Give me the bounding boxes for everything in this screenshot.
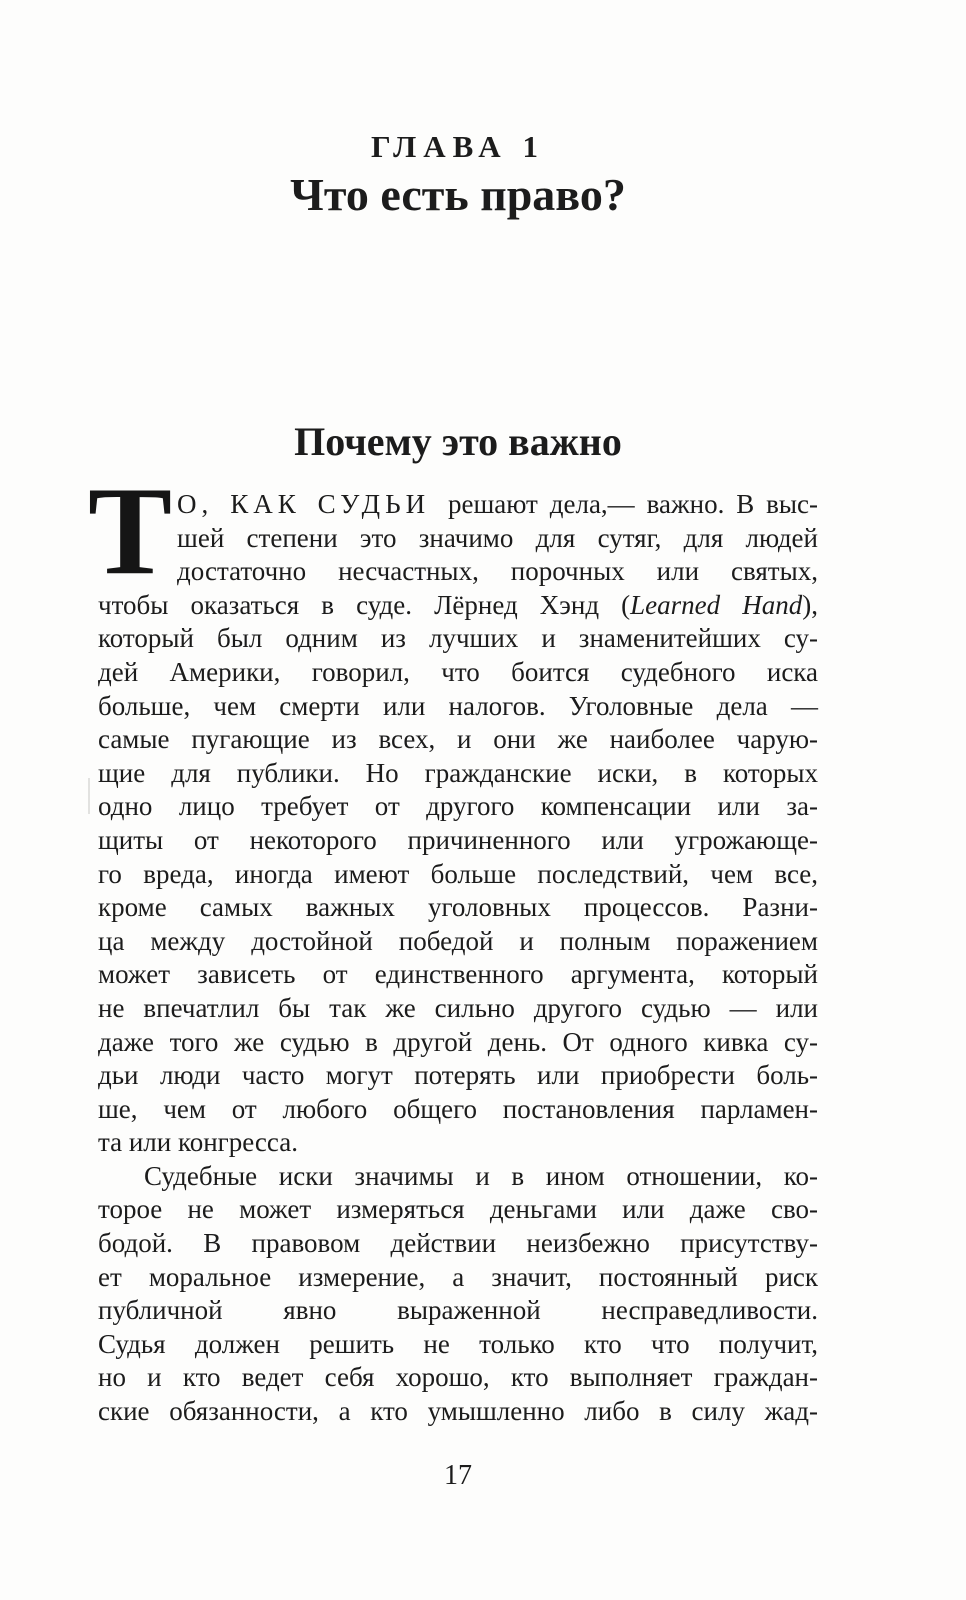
paragraph-second: [98, 1160, 818, 1429]
text-line: бодой. В правовом действии неизбежно присутству-: [98, 1228, 818, 1259]
latin-name-italic: Learned Hand: [630, 589, 803, 620]
line-text: решают дела,— важно. В выс-: [447, 489, 818, 519]
dropcap-letter: Т: [88, 462, 173, 601]
text-line: та или конгресса.: [98, 1127, 298, 1158]
text-line: не впечатлил бы так же сильно другого судью — или: [98, 992, 818, 1023]
text-line: ские обязанности, а кто умышленно либо в силу жад-: [98, 1396, 818, 1427]
section-heading: Почему это важно: [294, 419, 622, 464]
text-line: дей Америки, говорил, что боится судебного иска: [98, 656, 818, 687]
text-line: может зависеть от единственного аргумента, который: [98, 959, 818, 990]
text-line: ца между достойной победой и полным поражением: [98, 925, 818, 956]
text-line: Судья должен решить не только кто что получит,: [98, 1328, 818, 1359]
text-line: даже того же судью в другой день. От одного кивка су-: [98, 1026, 818, 1057]
page-number: 17: [444, 1459, 472, 1491]
text-line: который был одним из лучших и знаменитейших су-: [98, 623, 818, 654]
page-content: [88, 129, 818, 1492]
text-line: Судебные иски значимы и в ином отношении, ко-: [144, 1160, 818, 1191]
text-line: шей степени это значимо для сутяг, для людей: [177, 522, 818, 553]
text-line: торое не может измеряться деньгами или даже сво-: [98, 1194, 818, 1225]
line-text: ),: [802, 589, 818, 620]
body-text: [88, 462, 818, 1429]
chapter-label: ГЛАВА 1: [371, 129, 545, 164]
text-line: но и кто ведет себя хорошо, кто выполняет граждан-: [98, 1362, 818, 1393]
paragraph-first: [88, 462, 818, 1160]
text-line: щиты от некоторого причиненного или угрожающе-: [98, 824, 818, 855]
text-line: публичной явно выраженной несправедливости.: [98, 1295, 818, 1326]
chapter-title: Что есть право?: [290, 169, 626, 220]
text-line: [98, 488, 818, 522]
text-line: кроме самых важных уголовных процессов. Разни-: [98, 892, 818, 923]
text-line: одно лицо требует от другого компенсации или за-: [98, 791, 818, 822]
text-line: щие для публики. Но гражданские иски, в которых: [98, 757, 818, 788]
text-line: ет моральное измерение, а значит, постоянный риск: [98, 1261, 818, 1292]
text-line: ше, чем от любого общего постановления парламен-: [98, 1093, 818, 1124]
opening-caps: О, КАК СУДЬИ: [177, 489, 431, 519]
line-text: чтобы оказаться в суде. Лёрнед Хэнд (: [98, 589, 631, 620]
text-line: самые пугающие из всех, и они же наиболее чарую-: [98, 724, 818, 755]
text-line: дьи люди часто могут потерять или приобрести боль-: [98, 1060, 818, 1091]
text-line: достаточно несчастных, порочных или святых,: [177, 556, 818, 587]
text-line: [98, 589, 818, 623]
text-line: го вреда, иногда имеют больше последствий, чем все,: [98, 858, 818, 889]
scan-artifact: [88, 778, 90, 814]
text-line: больше, чем смерти или налогов. Уголовные дела —: [98, 690, 818, 721]
